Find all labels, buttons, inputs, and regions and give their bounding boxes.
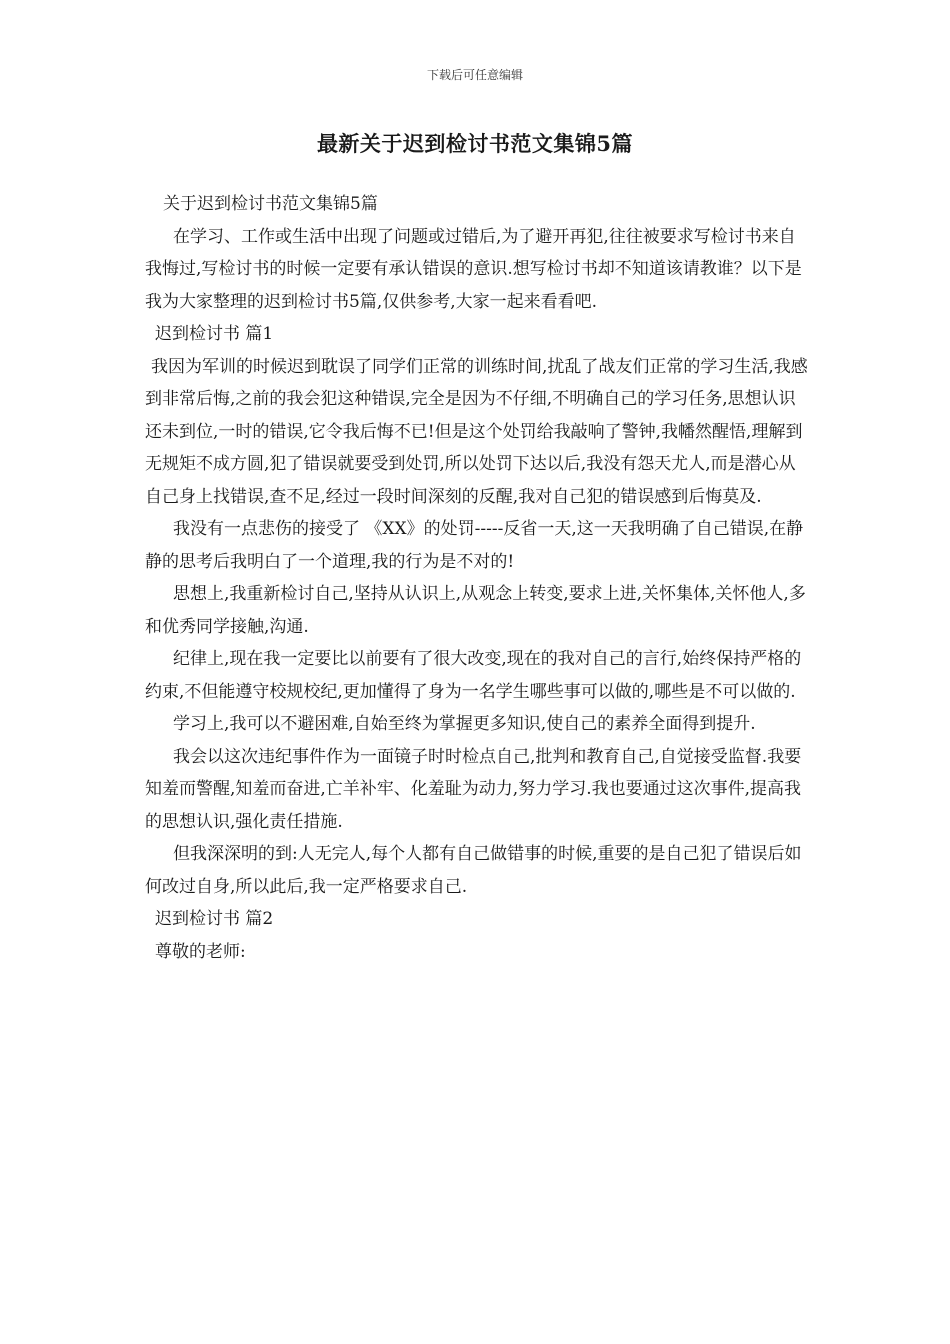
paragraph: 但我深深明的到:人无完人,每个人都有自己做错事的时候,重要的是自己犯了错误后如何改过自身,所以此后,我一定严格要求自己.	[145, 844, 802, 897]
document-subtitle: 关于迟到检讨书范文集锦5篇	[163, 194, 378, 214]
paragraph: 学习上,我可以不避困难,自始至终为掌握更多知识,使自己的素养全面得到提升.	[173, 714, 756, 734]
paragraph: 我因为军训的时候迟到耽误了同学们正常的训练时间,扰乱了战友们正常的学习生活,我感到非常后悔,之前的我会犯这种错误,完全是因为不仔细,不明确自己的学习任务,思想认识还未到位,一时的错误,它令我后悔不已!但是这个处罚给我敲响了警钟,我幡然醒悟,理解到无规矩不成方圆,犯了错误就要受到处罚,所以处罚下达以后,我没有怨天尤人,而是潜心从自己身上找错误,查不足,经过一段时间深刻的反醒,我对自己犯的错误感到后悔莫及.	[145, 356, 808, 507]
section-heading-2: 迟到检讨书 篇2	[155, 909, 274, 929]
document-title: 最新关于迟到检讨书范文集锦5篇	[316, 131, 634, 156]
paragraph: 我会以这次违纪事件作为一面镜子时时检点自己,批判和教育自己,自觉接受监督.我要知羞而警醒,知羞而奋进,亡羊补牢、化羞耻为动力,努力学习.我也要通过这次事件,提高我的思想认识,强化责任措施.	[145, 746, 802, 832]
salutation: 尊敬的老师:	[155, 941, 246, 962]
paragraph: 我没有一点悲伤的接受了 《XX》的处罚-----反省一天,这一天我明确了自己错误,在静静的思考后我明白了一个道理,我的行为是不对的!	[145, 519, 804, 572]
paragraph: 思想上,我重新检讨自己,坚持从认识上,从观念上转变,要求上进,关怀集体,关怀他人,多和优秀同学接触,沟通.	[145, 584, 806, 637]
header-note: 下载后可任意编辑	[426, 68, 523, 82]
section-heading-1: 迟到检讨书 篇1	[155, 324, 274, 344]
document-body	[145, 188, 810, 968]
intro-paragraph: 在学习、工作或生活中出现了问题或过错后,为了避开再犯,往往被要求写检讨书来自我悔过,写检讨书的时候一定要有承认错误的意识.想写检讨书却不知道该请教谁？以下是我为大家整理的迟到检讨书5篇,仅供参考,大家一起来看看吧.	[145, 226, 802, 312]
paragraph: 纪律上,现在我一定要比以前要有了很大改变,现在的我对自己的言行,始终保持严格的约束,不但能遵守校规校纪,更加懂得了身为一名学生哪些事可以做的,哪些是不可以做的.	[145, 649, 802, 702]
